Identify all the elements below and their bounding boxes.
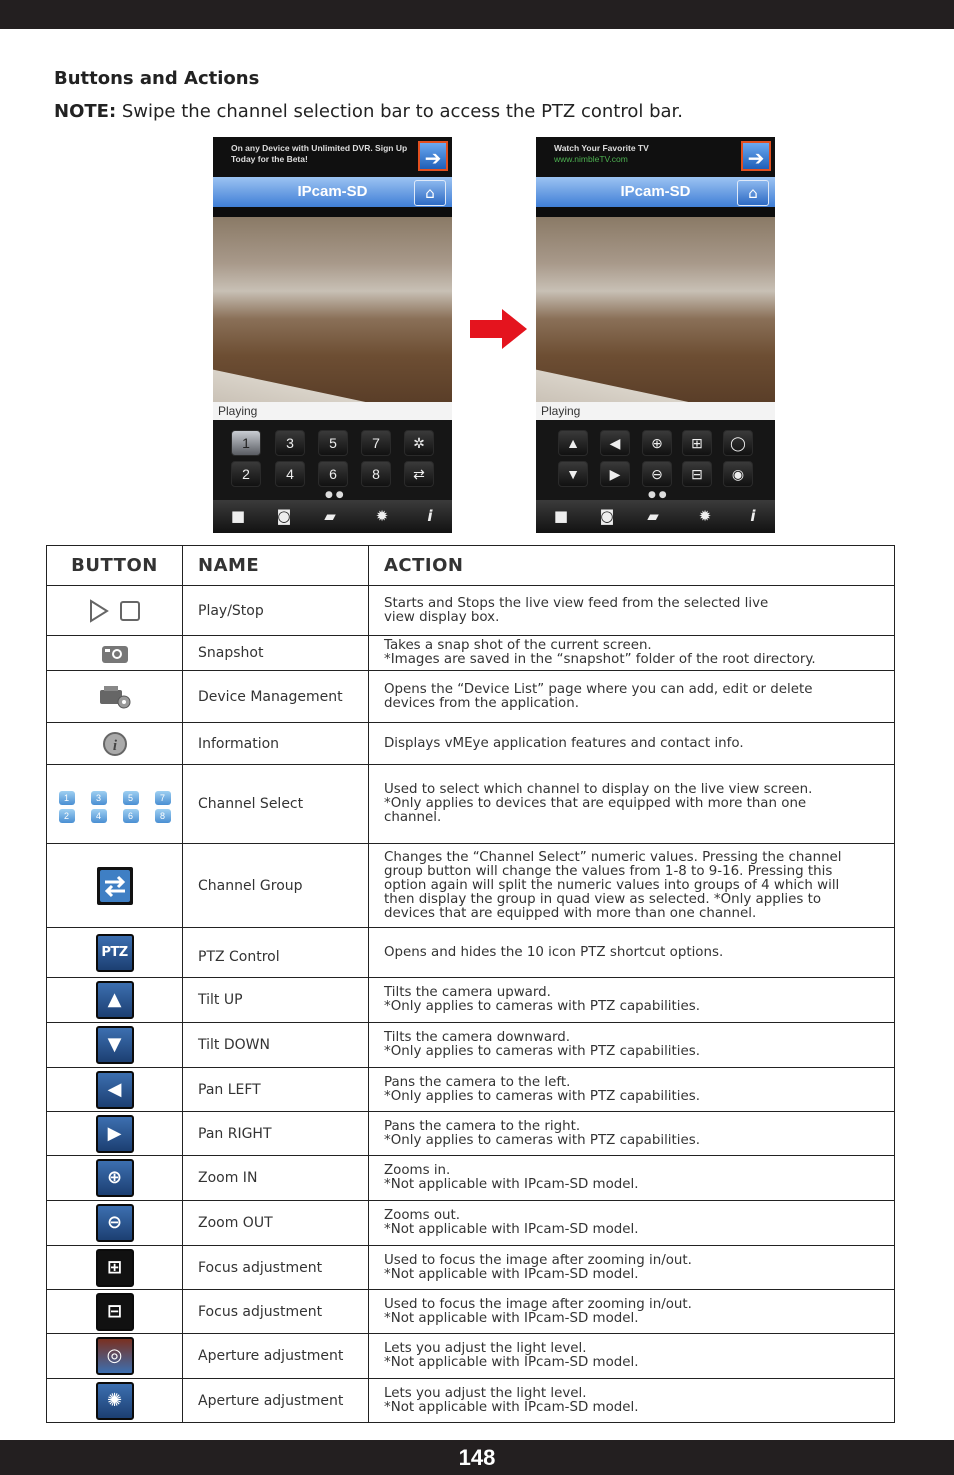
column-header-action: ACTION <box>369 546 895 586</box>
row-action: Lets you adjust the light level. *Not applicable with IPcam-SD model. <box>369 1334 895 1379</box>
tilt-up-icon: ▲ <box>96 981 134 1019</box>
aperture-close-icon[interactable]: ◉ <box>723 461 753 487</box>
channel-button[interactable]: 4 <box>275 461 305 487</box>
page-number: 148 <box>0 1440 954 1475</box>
column-header-button: BUTTON <box>47 546 183 586</box>
row-name: Zoom IN <box>183 1156 369 1201</box>
info-icon <box>102 731 128 757</box>
table-header-row <box>47 546 895 586</box>
column-header-name: NAME <box>183 546 369 586</box>
row-name: Channel Select <box>183 765 369 844</box>
table-row <box>47 586 895 636</box>
device-management-icon[interactable]: ▰ <box>647 507 659 525</box>
device-management-icon[interactable]: ▰ <box>324 507 336 525</box>
page-dots: ● ● <box>325 490 344 500</box>
channel-button[interactable]: 3 <box>275 430 305 456</box>
table-row <box>47 636 895 671</box>
ad-text: On any Device with Unlimited DVR. Sign Up Today for the Beta! <box>231 143 408 164</box>
row-action: Zooms out. *Not applicable with IPcam-SD model. <box>369 1201 895 1246</box>
pan-right-icon[interactable]: ▶ <box>600 461 630 487</box>
row-action: Changes the “Channel Select” numeric values. Pressing the channel group button will change the values from 1-8 to 9-16. Pressing this option again will split the numeric values into groups of 4 which will then display the group in quad view as selected. *Only applies to devices that are equipped with more than one channel. <box>369 844 895 928</box>
row-name: Pan LEFT <box>183 1068 369 1112</box>
row-action: Takes a snap shot of the current screen. *Images are saved in the “snapshot” folder of the root directory. <box>369 636 895 671</box>
row-action: Lets you adjust the light level. *Not applicable with IPcam-SD model. <box>369 1379 895 1423</box>
row-action: Displays vMEye application features and contact info. <box>369 723 895 765</box>
aperture-open-icon: ◎ <box>96 1337 134 1375</box>
ad-url: www.nimbleTV.com <box>554 154 628 164</box>
bottom-toolbar <box>536 500 775 533</box>
row-action: Tilts the camera upward. *Only applies to cameras with PTZ capabilities. <box>369 978 895 1023</box>
row-name: Aperture adjustment <box>183 1334 369 1379</box>
table-row <box>47 765 895 844</box>
phone-screenshot-channel-bar <box>213 137 452 533</box>
row-action: Used to select which channel to display on the live view screen. *Only applies to devices that are equipped with more than one channel. <box>369 765 895 844</box>
pan-left-icon[interactable]: ◀ <box>600 430 630 456</box>
table-row <box>47 1334 895 1379</box>
live-video-view <box>213 217 452 402</box>
table-row <box>47 1201 895 1246</box>
app-title: IPcam-SD <box>213 177 452 207</box>
row-name: Tilt UP <box>183 978 369 1023</box>
zoom-in-icon[interactable]: ⊕ <box>642 430 672 456</box>
aperture-open-icon[interactable]: ◯ <box>723 430 753 456</box>
forward-arrow-button[interactable]: ➔ <box>418 141 448 171</box>
note-text <box>54 101 683 122</box>
table-row <box>47 1068 895 1112</box>
focus-in-icon[interactable]: ⊞ <box>682 430 712 456</box>
table-row <box>47 1379 895 1423</box>
row-name: Pan RIGHT <box>183 1112 369 1156</box>
gear-icon[interactable]: ✹ <box>375 507 389 525</box>
table-row <box>47 1156 895 1201</box>
row-action: Pans the camera to the left. *Only applies to cameras with PTZ capabilities. <box>369 1068 895 1112</box>
row-name: Focus adjustment <box>183 1246 369 1290</box>
snapshot-icon[interactable]: ◙ <box>276 507 292 525</box>
home-icon[interactable]: ⌂ <box>737 180 769 206</box>
channel-button[interactable]: 7 <box>361 430 391 456</box>
phone-screenshot-ptz-bar <box>536 137 775 533</box>
channel-bar <box>213 420 452 500</box>
focus-out-icon[interactable]: ⊟ <box>682 461 712 487</box>
row-name: Zoom OUT <box>183 1201 369 1246</box>
home-icon[interactable]: ⌂ <box>414 180 446 206</box>
table-row <box>47 978 895 1023</box>
zoom-in-icon: ⊕ <box>96 1159 134 1197</box>
channel-button[interactable]: 1 <box>231 430 261 456</box>
row-action: Starts and Stops the live view feed from the selected live view display box. <box>369 586 895 636</box>
channel-button[interactable]: 2 <box>231 461 261 487</box>
focus-out-icon: ⊟ <box>96 1293 134 1331</box>
row-action: Opens and hides the 10 icon PTZ shortcut options. <box>369 928 895 978</box>
svg-text:i: i <box>112 737 117 754</box>
info-icon[interactable]: i <box>750 507 756 525</box>
row-name: Focus adjustment <box>183 1290 369 1334</box>
tilt-down-icon[interactable]: ▼ <box>558 461 588 487</box>
row-name: Tilt DOWN <box>183 1023 369 1068</box>
row-action: Opens the “Device List” page where you can add, edit or delete devices from the application. <box>369 671 895 723</box>
zoom-out-icon[interactable]: ⊖ <box>642 461 672 487</box>
note-body: Swipe the channel selection bar to access the PTZ control bar. <box>116 101 684 122</box>
live-video-view <box>536 217 775 402</box>
forward-arrow-button[interactable]: ➔ <box>741 141 771 171</box>
pan-left-icon: ◀ <box>96 1071 134 1109</box>
channel-group-icon[interactable]: ⇄ <box>404 461 434 487</box>
table-row <box>47 1023 895 1068</box>
table-row <box>47 1290 895 1334</box>
stop-icon[interactable]: ■ <box>230 507 246 525</box>
table-row <box>47 928 895 978</box>
app-title: IPcam-SD <box>536 177 775 207</box>
pan-right-icon: ▶ <box>96 1115 134 1153</box>
channel-button[interactable]: 6 <box>318 461 348 487</box>
focus-in-icon: ⊞ <box>96 1249 134 1287</box>
table-row <box>47 1112 895 1156</box>
buttons-actions-table <box>46 545 895 1423</box>
note-label: NOTE: <box>54 101 117 122</box>
channel-select-icon: 1 3 5 7 2 4 6 8 <box>59 791 171 823</box>
channel-button[interactable]: 5 <box>318 430 348 456</box>
zoom-out-icon: ⊖ <box>96 1204 134 1242</box>
row-name: PTZ Control <box>183 928 369 978</box>
tilt-down-icon: ▼ <box>96 1026 134 1064</box>
channel-group-icon <box>96 866 134 906</box>
aperture-close-icon: ✺ <box>96 1382 134 1420</box>
stop-icon[interactable]: ■ <box>553 507 569 525</box>
page-dots: ● ● <box>648 490 667 500</box>
table-row <box>47 723 895 765</box>
table-row <box>47 844 895 928</box>
channel-button[interactable]: 8 <box>361 461 391 487</box>
row-name: Snapshot <box>183 636 369 671</box>
row-name: Device Management <box>183 671 369 723</box>
section-heading: Buttons and Actions <box>54 68 260 89</box>
playing-status: Playing <box>213 402 452 420</box>
ad-banner <box>213 137 452 177</box>
row-name: Aperture adjustment <box>183 1379 369 1423</box>
row-name: Information <box>183 723 369 765</box>
ad-banner <box>536 137 775 177</box>
row-action: Tilts the camera downward. *Only applies to cameras with PTZ capabilities. <box>369 1023 895 1068</box>
row-name: Play/Stop <box>183 586 369 636</box>
row-action: Used to focus the image after zooming in/out. *Not applicable with IPcam-SD model. <box>369 1290 895 1334</box>
gear-icon[interactable]: ✹ <box>698 507 712 525</box>
ptz-toggle-icon[interactable]: ✲ <box>404 430 434 456</box>
row-action: Pans the camera to the right. *Only applies to cameras with PTZ capabilities. <box>369 1112 895 1156</box>
device-management-icon <box>97 684 133 710</box>
ptz-icon: PTZ <box>96 934 134 972</box>
bottom-toolbar <box>213 500 452 533</box>
red-arrow-icon <box>470 309 528 349</box>
top-bar <box>0 0 954 29</box>
row-name: Channel Group <box>183 844 369 928</box>
row-action: Zooms in. *Not applicable with IPcam-SD model. <box>369 1156 895 1201</box>
playing-status: Playing <box>536 402 775 420</box>
ptz-bar <box>536 420 775 500</box>
snapshot-icon <box>100 641 130 665</box>
table-row <box>47 1246 895 1290</box>
snapshot-icon[interactable]: ◙ <box>599 507 615 525</box>
table-row <box>47 671 895 723</box>
tilt-up-icon[interactable]: ▲ <box>558 430 588 456</box>
row-action: Used to focus the image after zooming in/out. *Not applicable with IPcam-SD model. <box>369 1246 895 1290</box>
info-icon[interactable]: i <box>427 507 433 525</box>
ad-text: Watch Your Favorite TV <box>554 143 649 153</box>
play-stop-icon <box>87 598 143 624</box>
